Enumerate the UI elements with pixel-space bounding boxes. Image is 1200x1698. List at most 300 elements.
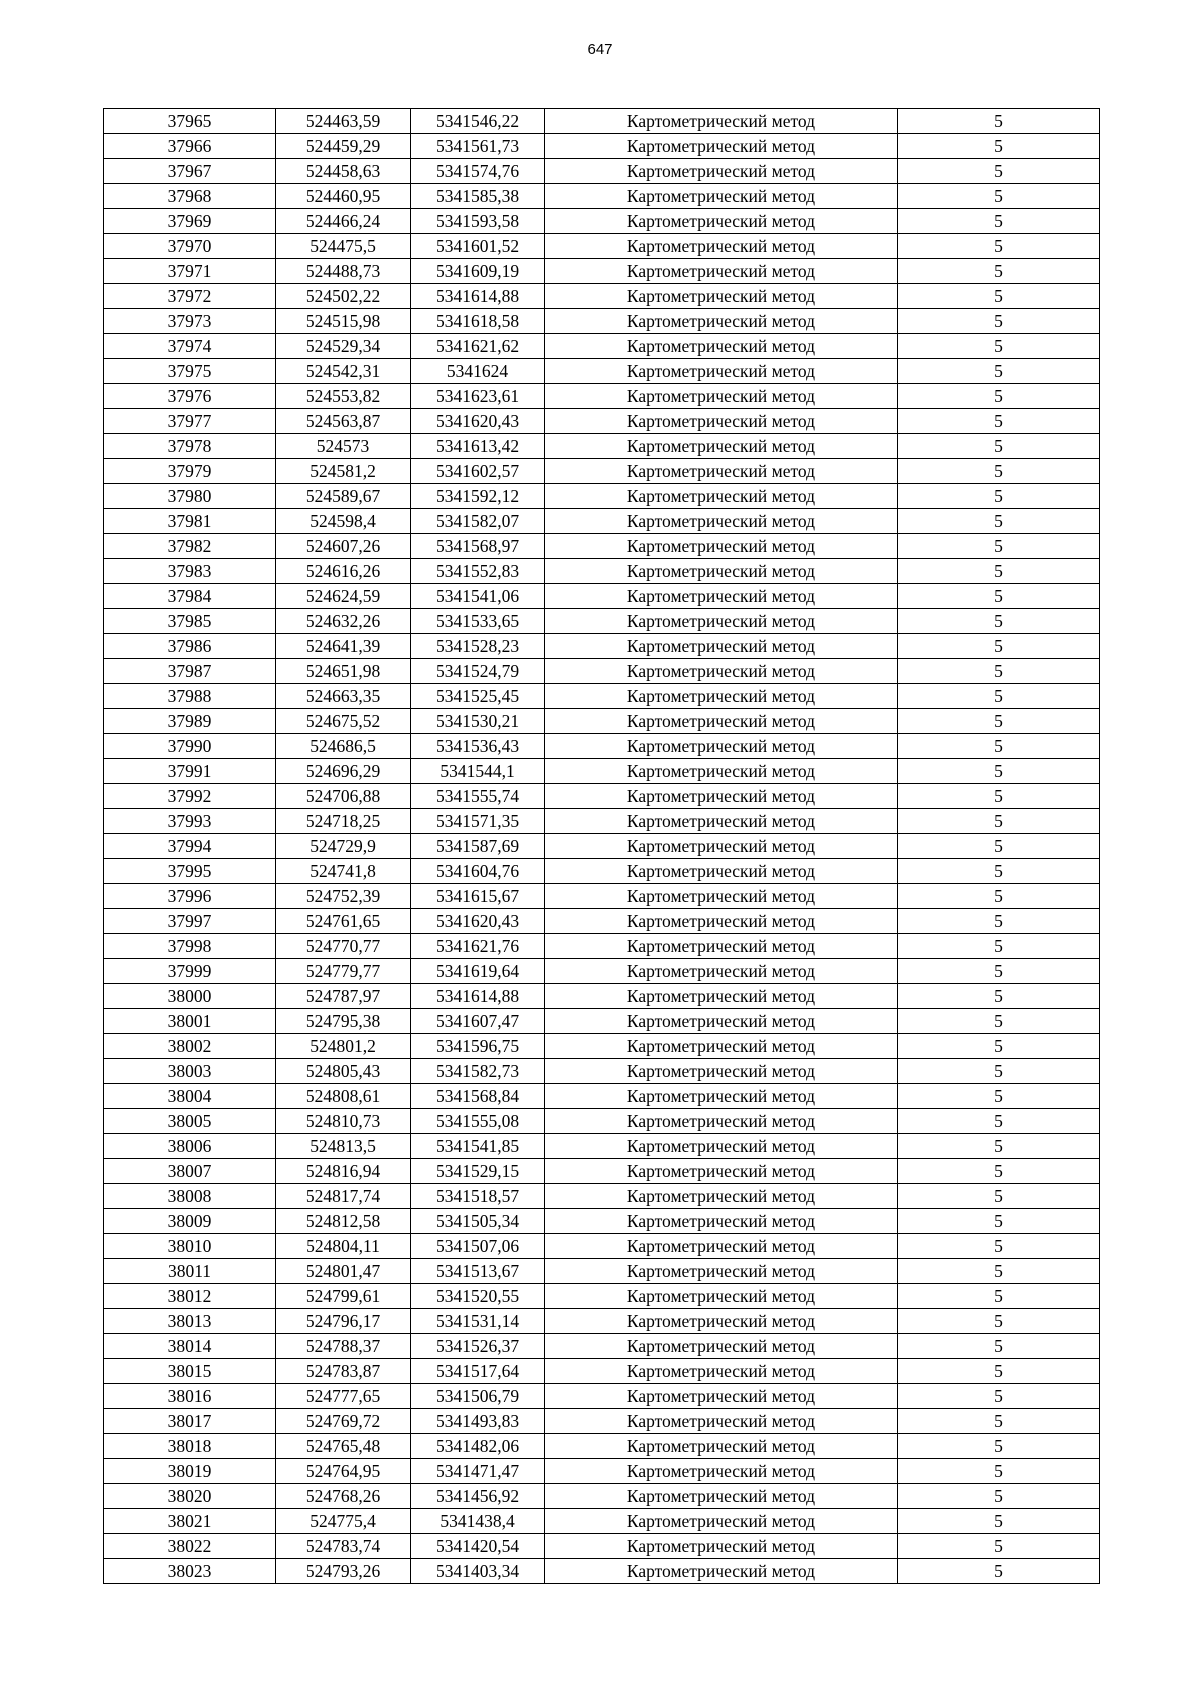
point-number-cell: 37988 bbox=[104, 684, 276, 709]
x-coordinate-cell: 524768,26 bbox=[276, 1484, 411, 1509]
point-number-cell: 38009 bbox=[104, 1209, 276, 1234]
point-number-cell: 37979 bbox=[104, 459, 276, 484]
point-number-cell: 37984 bbox=[104, 584, 276, 609]
accuracy-cell: 5 bbox=[898, 1459, 1100, 1484]
y-coordinate-cell: 5341529,15 bbox=[411, 1159, 545, 1184]
x-coordinate-cell: 524616,26 bbox=[276, 559, 411, 584]
point-number-cell: 37996 bbox=[104, 884, 276, 909]
x-coordinate-cell: 524718,25 bbox=[276, 809, 411, 834]
table-row bbox=[104, 1409, 1100, 1434]
method-cell: Картометрический метод bbox=[545, 1309, 898, 1334]
method-cell: Картометрический метод bbox=[545, 1109, 898, 1134]
y-coordinate-cell: 5341528,23 bbox=[411, 634, 545, 659]
y-coordinate-cell: 5341536,43 bbox=[411, 734, 545, 759]
point-number-cell: 37999 bbox=[104, 959, 276, 984]
table-row bbox=[104, 234, 1100, 259]
point-number-cell: 37972 bbox=[104, 284, 276, 309]
y-coordinate-cell: 5341609,19 bbox=[411, 259, 545, 284]
accuracy-cell: 5 bbox=[898, 584, 1100, 609]
point-number-cell: 38015 bbox=[104, 1359, 276, 1384]
x-coordinate-cell: 524706,88 bbox=[276, 784, 411, 809]
point-number-cell: 38007 bbox=[104, 1159, 276, 1184]
accuracy-cell: 5 bbox=[898, 1484, 1100, 1509]
x-coordinate-cell: 524696,29 bbox=[276, 759, 411, 784]
y-coordinate-cell: 5341587,69 bbox=[411, 834, 545, 859]
table-row bbox=[104, 834, 1100, 859]
point-number-cell: 37993 bbox=[104, 809, 276, 834]
y-coordinate-cell: 5341531,14 bbox=[411, 1309, 545, 1334]
y-coordinate-cell: 5341618,58 bbox=[411, 309, 545, 334]
point-number-cell: 38018 bbox=[104, 1434, 276, 1459]
point-number-cell: 37989 bbox=[104, 709, 276, 734]
table-row bbox=[104, 759, 1100, 784]
method-cell: Картометрический метод bbox=[545, 1234, 898, 1259]
x-coordinate-cell: 524463,59 bbox=[276, 109, 411, 134]
table-row bbox=[104, 1059, 1100, 1084]
table-row bbox=[104, 1434, 1100, 1459]
x-coordinate-cell: 524663,35 bbox=[276, 684, 411, 709]
table-row bbox=[104, 1534, 1100, 1559]
y-coordinate-cell: 5341604,76 bbox=[411, 859, 545, 884]
y-coordinate-cell: 5341530,21 bbox=[411, 709, 545, 734]
accuracy-cell: 5 bbox=[898, 484, 1100, 509]
table-row bbox=[104, 584, 1100, 609]
table-row bbox=[104, 409, 1100, 434]
y-coordinate-cell: 5341593,58 bbox=[411, 209, 545, 234]
accuracy-cell: 5 bbox=[898, 534, 1100, 559]
point-number-cell: 37991 bbox=[104, 759, 276, 784]
table-row bbox=[104, 159, 1100, 184]
table-row bbox=[104, 859, 1100, 884]
point-number-cell: 38022 bbox=[104, 1534, 276, 1559]
accuracy-cell: 5 bbox=[898, 509, 1100, 534]
y-coordinate-cell: 5341574,76 bbox=[411, 159, 545, 184]
point-number-cell: 38021 bbox=[104, 1509, 276, 1534]
x-coordinate-cell: 524801,47 bbox=[276, 1259, 411, 1284]
y-coordinate-cell: 5341420,54 bbox=[411, 1534, 545, 1559]
point-number-cell: 38011 bbox=[104, 1259, 276, 1284]
accuracy-cell: 5 bbox=[898, 809, 1100, 834]
accuracy-cell: 5 bbox=[898, 1084, 1100, 1109]
table-row bbox=[104, 434, 1100, 459]
table-row bbox=[104, 534, 1100, 559]
x-coordinate-cell: 524777,65 bbox=[276, 1384, 411, 1409]
method-cell: Картометрический метод bbox=[545, 784, 898, 809]
point-number-cell: 38004 bbox=[104, 1084, 276, 1109]
x-coordinate-cell: 524793,26 bbox=[276, 1559, 411, 1584]
x-coordinate-cell: 524779,77 bbox=[276, 959, 411, 984]
method-cell: Картометрический метод bbox=[545, 509, 898, 534]
point-number-cell: 38003 bbox=[104, 1059, 276, 1084]
x-coordinate-cell: 524808,61 bbox=[276, 1084, 411, 1109]
x-coordinate-cell: 524686,5 bbox=[276, 734, 411, 759]
accuracy-cell: 5 bbox=[898, 659, 1100, 684]
y-coordinate-cell: 5341623,61 bbox=[411, 384, 545, 409]
x-coordinate-cell: 524796,17 bbox=[276, 1309, 411, 1334]
table-row bbox=[104, 1234, 1100, 1259]
point-number-cell: 37976 bbox=[104, 384, 276, 409]
accuracy-cell: 5 bbox=[898, 1109, 1100, 1134]
table-row bbox=[104, 1209, 1100, 1234]
y-coordinate-cell: 5341507,06 bbox=[411, 1234, 545, 1259]
table-row bbox=[104, 634, 1100, 659]
point-number-cell: 37971 bbox=[104, 259, 276, 284]
coordinates-table bbox=[103, 108, 1100, 1584]
table-row bbox=[104, 959, 1100, 984]
x-coordinate-cell: 524764,95 bbox=[276, 1459, 411, 1484]
table-row bbox=[104, 734, 1100, 759]
accuracy-cell: 5 bbox=[898, 409, 1100, 434]
y-coordinate-cell: 5341568,97 bbox=[411, 534, 545, 559]
accuracy-cell: 5 bbox=[898, 1509, 1100, 1534]
method-cell: Картометрический метод bbox=[545, 384, 898, 409]
point-number-cell: 37975 bbox=[104, 359, 276, 384]
x-coordinate-cell: 524769,72 bbox=[276, 1409, 411, 1434]
y-coordinate-cell: 5341585,38 bbox=[411, 184, 545, 209]
x-coordinate-cell: 524502,22 bbox=[276, 284, 411, 309]
y-coordinate-cell: 5341456,92 bbox=[411, 1484, 545, 1509]
table-row bbox=[104, 809, 1100, 834]
method-cell: Картометрический метод bbox=[545, 1034, 898, 1059]
y-coordinate-cell: 5341607,47 bbox=[411, 1009, 545, 1034]
point-number-cell: 37985 bbox=[104, 609, 276, 634]
x-coordinate-cell: 524788,37 bbox=[276, 1334, 411, 1359]
y-coordinate-cell: 5341526,37 bbox=[411, 1334, 545, 1359]
table-row bbox=[104, 1559, 1100, 1584]
point-number-cell: 37981 bbox=[104, 509, 276, 534]
point-number-cell: 37970 bbox=[104, 234, 276, 259]
method-cell: Картометрический метод bbox=[545, 759, 898, 784]
accuracy-cell: 5 bbox=[898, 684, 1100, 709]
accuracy-cell: 5 bbox=[898, 559, 1100, 584]
accuracy-cell: 5 bbox=[898, 1034, 1100, 1059]
method-cell: Картометрический метод bbox=[545, 1484, 898, 1509]
method-cell: Картометрический метод bbox=[545, 834, 898, 859]
method-cell: Картометрический метод bbox=[545, 434, 898, 459]
method-cell: Картометрический метод bbox=[545, 1259, 898, 1284]
point-number-cell: 38023 bbox=[104, 1559, 276, 1584]
table-body bbox=[104, 109, 1100, 1584]
table-row bbox=[104, 284, 1100, 309]
method-cell: Картометрический метод bbox=[545, 1534, 898, 1559]
table-row bbox=[104, 559, 1100, 584]
x-coordinate-cell: 524624,59 bbox=[276, 584, 411, 609]
table-row bbox=[104, 1034, 1100, 1059]
y-coordinate-cell: 5341552,83 bbox=[411, 559, 545, 584]
y-coordinate-cell: 5341505,34 bbox=[411, 1209, 545, 1234]
accuracy-cell: 5 bbox=[898, 909, 1100, 934]
accuracy-cell: 5 bbox=[898, 284, 1100, 309]
y-coordinate-cell: 5341602,57 bbox=[411, 459, 545, 484]
x-coordinate-cell: 524801,2 bbox=[276, 1034, 411, 1059]
table-row bbox=[104, 359, 1100, 384]
x-coordinate-cell: 524813,5 bbox=[276, 1134, 411, 1159]
y-coordinate-cell: 5341471,47 bbox=[411, 1459, 545, 1484]
point-number-cell: 37987 bbox=[104, 659, 276, 684]
x-coordinate-cell: 524542,31 bbox=[276, 359, 411, 384]
point-number-cell: 37969 bbox=[104, 209, 276, 234]
table-row bbox=[104, 134, 1100, 159]
y-coordinate-cell: 5341520,55 bbox=[411, 1284, 545, 1309]
method-cell: Картометрический метод bbox=[545, 534, 898, 559]
accuracy-cell: 5 bbox=[898, 984, 1100, 1009]
point-number-cell: 37968 bbox=[104, 184, 276, 209]
point-number-cell: 37982 bbox=[104, 534, 276, 559]
x-coordinate-cell: 524651,98 bbox=[276, 659, 411, 684]
method-cell: Картометрический метод bbox=[545, 309, 898, 334]
accuracy-cell: 5 bbox=[898, 884, 1100, 909]
point-number-cell: 38010 bbox=[104, 1234, 276, 1259]
point-number-cell: 38019 bbox=[104, 1459, 276, 1484]
table-row bbox=[104, 984, 1100, 1009]
method-cell: Картометрический метод bbox=[545, 1459, 898, 1484]
method-cell: Картометрический метод bbox=[545, 609, 898, 634]
method-cell: Картометрический метод bbox=[545, 1559, 898, 1584]
x-coordinate-cell: 524810,73 bbox=[276, 1109, 411, 1134]
method-cell: Картометрический метод bbox=[545, 409, 898, 434]
point-number-cell: 37997 bbox=[104, 909, 276, 934]
table-row bbox=[104, 334, 1100, 359]
x-coordinate-cell: 524770,77 bbox=[276, 934, 411, 959]
method-cell: Картометрический метод bbox=[545, 159, 898, 184]
accuracy-cell: 5 bbox=[898, 1309, 1100, 1334]
accuracy-cell: 5 bbox=[898, 384, 1100, 409]
accuracy-cell: 5 bbox=[898, 434, 1100, 459]
x-coordinate-cell: 524741,8 bbox=[276, 859, 411, 884]
accuracy-cell: 5 bbox=[898, 1059, 1100, 1084]
y-coordinate-cell: 5341615,67 bbox=[411, 884, 545, 909]
x-coordinate-cell: 524529,34 bbox=[276, 334, 411, 359]
point-number-cell: 37966 bbox=[104, 134, 276, 159]
table-row bbox=[104, 1109, 1100, 1134]
table-row bbox=[104, 659, 1100, 684]
accuracy-cell: 5 bbox=[898, 309, 1100, 334]
point-number-cell: 37973 bbox=[104, 309, 276, 334]
accuracy-cell: 5 bbox=[898, 1259, 1100, 1284]
x-coordinate-cell: 524752,39 bbox=[276, 884, 411, 909]
point-number-cell: 37994 bbox=[104, 834, 276, 859]
method-cell: Картометрический метод bbox=[545, 1134, 898, 1159]
y-coordinate-cell: 5341518,57 bbox=[411, 1184, 545, 1209]
y-coordinate-cell: 5341561,73 bbox=[411, 134, 545, 159]
method-cell: Картометрический метод bbox=[545, 809, 898, 834]
y-coordinate-cell: 5341620,43 bbox=[411, 909, 545, 934]
y-coordinate-cell: 5341621,62 bbox=[411, 334, 545, 359]
table-row bbox=[104, 184, 1100, 209]
method-cell: Картометрический метод bbox=[545, 1159, 898, 1184]
y-coordinate-cell: 5341513,67 bbox=[411, 1259, 545, 1284]
point-number-cell: 38008 bbox=[104, 1184, 276, 1209]
x-coordinate-cell: 524761,65 bbox=[276, 909, 411, 934]
y-coordinate-cell: 5341596,75 bbox=[411, 1034, 545, 1059]
method-cell: Картометрический метод bbox=[545, 634, 898, 659]
x-coordinate-cell: 524675,52 bbox=[276, 709, 411, 734]
method-cell: Картометрический метод bbox=[545, 109, 898, 134]
accuracy-cell: 5 bbox=[898, 1409, 1100, 1434]
y-coordinate-cell: 5341544,1 bbox=[411, 759, 545, 784]
point-number-cell: 38005 bbox=[104, 1109, 276, 1134]
table-row bbox=[104, 934, 1100, 959]
y-coordinate-cell: 5341620,43 bbox=[411, 409, 545, 434]
x-coordinate-cell: 524460,95 bbox=[276, 184, 411, 209]
accuracy-cell: 5 bbox=[898, 1209, 1100, 1234]
method-cell: Картометрический метод bbox=[545, 1434, 898, 1459]
x-coordinate-cell: 524729,9 bbox=[276, 834, 411, 859]
y-coordinate-cell: 5341592,12 bbox=[411, 484, 545, 509]
method-cell: Картометрический метод bbox=[545, 709, 898, 734]
accuracy-cell: 5 bbox=[898, 1384, 1100, 1409]
point-number-cell: 38006 bbox=[104, 1134, 276, 1159]
table-row bbox=[104, 1359, 1100, 1384]
accuracy-cell: 5 bbox=[898, 934, 1100, 959]
y-coordinate-cell: 5341619,64 bbox=[411, 959, 545, 984]
y-coordinate-cell: 5341438,4 bbox=[411, 1509, 545, 1534]
table-row bbox=[104, 909, 1100, 934]
accuracy-cell: 5 bbox=[898, 759, 1100, 784]
x-coordinate-cell: 524787,97 bbox=[276, 984, 411, 1009]
method-cell: Картометрический метод bbox=[545, 1509, 898, 1534]
x-coordinate-cell: 524641,39 bbox=[276, 634, 411, 659]
method-cell: Картометрический метод bbox=[545, 934, 898, 959]
accuracy-cell: 5 bbox=[898, 359, 1100, 384]
method-cell: Картометрический метод bbox=[545, 734, 898, 759]
accuracy-cell: 5 bbox=[898, 734, 1100, 759]
y-coordinate-cell: 5341525,45 bbox=[411, 684, 545, 709]
x-coordinate-cell: 524799,61 bbox=[276, 1284, 411, 1309]
x-coordinate-cell: 524765,48 bbox=[276, 1434, 411, 1459]
y-coordinate-cell: 5341601,52 bbox=[411, 234, 545, 259]
point-number-cell: 37990 bbox=[104, 734, 276, 759]
table-row bbox=[104, 384, 1100, 409]
page-number: 647 bbox=[587, 41, 613, 58]
table-row bbox=[104, 1184, 1100, 1209]
method-cell: Картометрический метод bbox=[545, 1284, 898, 1309]
method-cell: Картометрический метод bbox=[545, 259, 898, 284]
method-cell: Картометрический метод bbox=[545, 859, 898, 884]
point-number-cell: 37983 bbox=[104, 559, 276, 584]
y-coordinate-cell: 5341533,65 bbox=[411, 609, 545, 634]
table-row bbox=[104, 884, 1100, 909]
point-number-cell: 38020 bbox=[104, 1484, 276, 1509]
table-row bbox=[104, 1484, 1100, 1509]
y-coordinate-cell: 5341555,08 bbox=[411, 1109, 545, 1134]
point-number-cell: 38013 bbox=[104, 1309, 276, 1334]
x-coordinate-cell: 524816,94 bbox=[276, 1159, 411, 1184]
table-row bbox=[104, 1259, 1100, 1284]
accuracy-cell: 5 bbox=[898, 959, 1100, 984]
point-number-cell: 37992 bbox=[104, 784, 276, 809]
y-coordinate-cell: 5341541,06 bbox=[411, 584, 545, 609]
method-cell: Картометрический метод bbox=[545, 559, 898, 584]
point-number-cell: 37974 bbox=[104, 334, 276, 359]
x-coordinate-cell: 524589,67 bbox=[276, 484, 411, 509]
y-coordinate-cell: 5341568,84 bbox=[411, 1084, 545, 1109]
x-coordinate-cell: 524475,5 bbox=[276, 234, 411, 259]
y-coordinate-cell: 5341403,34 bbox=[411, 1559, 545, 1584]
accuracy-cell: 5 bbox=[898, 784, 1100, 809]
y-coordinate-cell: 5341506,79 bbox=[411, 1384, 545, 1409]
x-coordinate-cell: 524795,38 bbox=[276, 1009, 411, 1034]
accuracy-cell: 5 bbox=[898, 334, 1100, 359]
y-coordinate-cell: 5341524,79 bbox=[411, 659, 545, 684]
method-cell: Картометрический метод bbox=[545, 484, 898, 509]
table-row bbox=[104, 709, 1100, 734]
method-cell: Картометрический метод bbox=[545, 1409, 898, 1434]
x-coordinate-cell: 524607,26 bbox=[276, 534, 411, 559]
method-cell: Картометрический метод bbox=[545, 234, 898, 259]
point-number-cell: 37965 bbox=[104, 109, 276, 134]
x-coordinate-cell: 524783,87 bbox=[276, 1359, 411, 1384]
accuracy-cell: 5 bbox=[898, 109, 1100, 134]
method-cell: Картометрический метод bbox=[545, 909, 898, 934]
point-number-cell: 37977 bbox=[104, 409, 276, 434]
y-coordinate-cell: 5341493,83 bbox=[411, 1409, 545, 1434]
x-coordinate-cell: 524812,58 bbox=[276, 1209, 411, 1234]
point-number-cell: 38001 bbox=[104, 1009, 276, 1034]
method-cell: Картометрический метод bbox=[545, 359, 898, 384]
method-cell: Картометрический метод bbox=[545, 1059, 898, 1084]
method-cell: Картометрический метод bbox=[545, 184, 898, 209]
y-coordinate-cell: 5341571,35 bbox=[411, 809, 545, 834]
x-coordinate-cell: 524581,2 bbox=[276, 459, 411, 484]
method-cell: Картометрический метод bbox=[545, 459, 898, 484]
table-row bbox=[104, 784, 1100, 809]
accuracy-cell: 5 bbox=[898, 709, 1100, 734]
point-number-cell: 38014 bbox=[104, 1334, 276, 1359]
method-cell: Картометрический метод bbox=[545, 1359, 898, 1384]
method-cell: Картометрический метод bbox=[545, 1209, 898, 1234]
accuracy-cell: 5 bbox=[898, 134, 1100, 159]
table-row bbox=[104, 1009, 1100, 1034]
x-coordinate-cell: 524783,74 bbox=[276, 1534, 411, 1559]
accuracy-cell: 5 bbox=[898, 1134, 1100, 1159]
accuracy-cell: 5 bbox=[898, 609, 1100, 634]
table-row bbox=[104, 484, 1100, 509]
accuracy-cell: 5 bbox=[898, 1234, 1100, 1259]
method-cell: Картометрический метод bbox=[545, 959, 898, 984]
point-number-cell: 38017 bbox=[104, 1409, 276, 1434]
table-row bbox=[104, 1309, 1100, 1334]
accuracy-cell: 5 bbox=[898, 159, 1100, 184]
y-coordinate-cell: 5341621,76 bbox=[411, 934, 545, 959]
point-number-cell: 37986 bbox=[104, 634, 276, 659]
x-coordinate-cell: 524458,63 bbox=[276, 159, 411, 184]
x-coordinate-cell: 524488,73 bbox=[276, 259, 411, 284]
method-cell: Картометрический метод bbox=[545, 134, 898, 159]
accuracy-cell: 5 bbox=[898, 259, 1100, 284]
x-coordinate-cell: 524459,29 bbox=[276, 134, 411, 159]
accuracy-cell: 5 bbox=[898, 459, 1100, 484]
accuracy-cell: 5 bbox=[898, 184, 1100, 209]
table-row bbox=[104, 1509, 1100, 1534]
y-coordinate-cell: 5341582,07 bbox=[411, 509, 545, 534]
accuracy-cell: 5 bbox=[898, 1184, 1100, 1209]
y-coordinate-cell: 5341582,73 bbox=[411, 1059, 545, 1084]
method-cell: Картометрический метод bbox=[545, 1184, 898, 1209]
point-number-cell: 37980 bbox=[104, 484, 276, 509]
x-coordinate-cell: 524563,87 bbox=[276, 409, 411, 434]
table-row bbox=[104, 309, 1100, 334]
x-coordinate-cell: 524573 bbox=[276, 434, 411, 459]
method-cell: Картометрический метод bbox=[545, 284, 898, 309]
table-row bbox=[104, 209, 1100, 234]
table-row bbox=[104, 609, 1100, 634]
point-number-cell: 38000 bbox=[104, 984, 276, 1009]
accuracy-cell: 5 bbox=[898, 1434, 1100, 1459]
x-coordinate-cell: 524817,74 bbox=[276, 1184, 411, 1209]
accuracy-cell: 5 bbox=[898, 209, 1100, 234]
method-cell: Картометрический метод bbox=[545, 209, 898, 234]
